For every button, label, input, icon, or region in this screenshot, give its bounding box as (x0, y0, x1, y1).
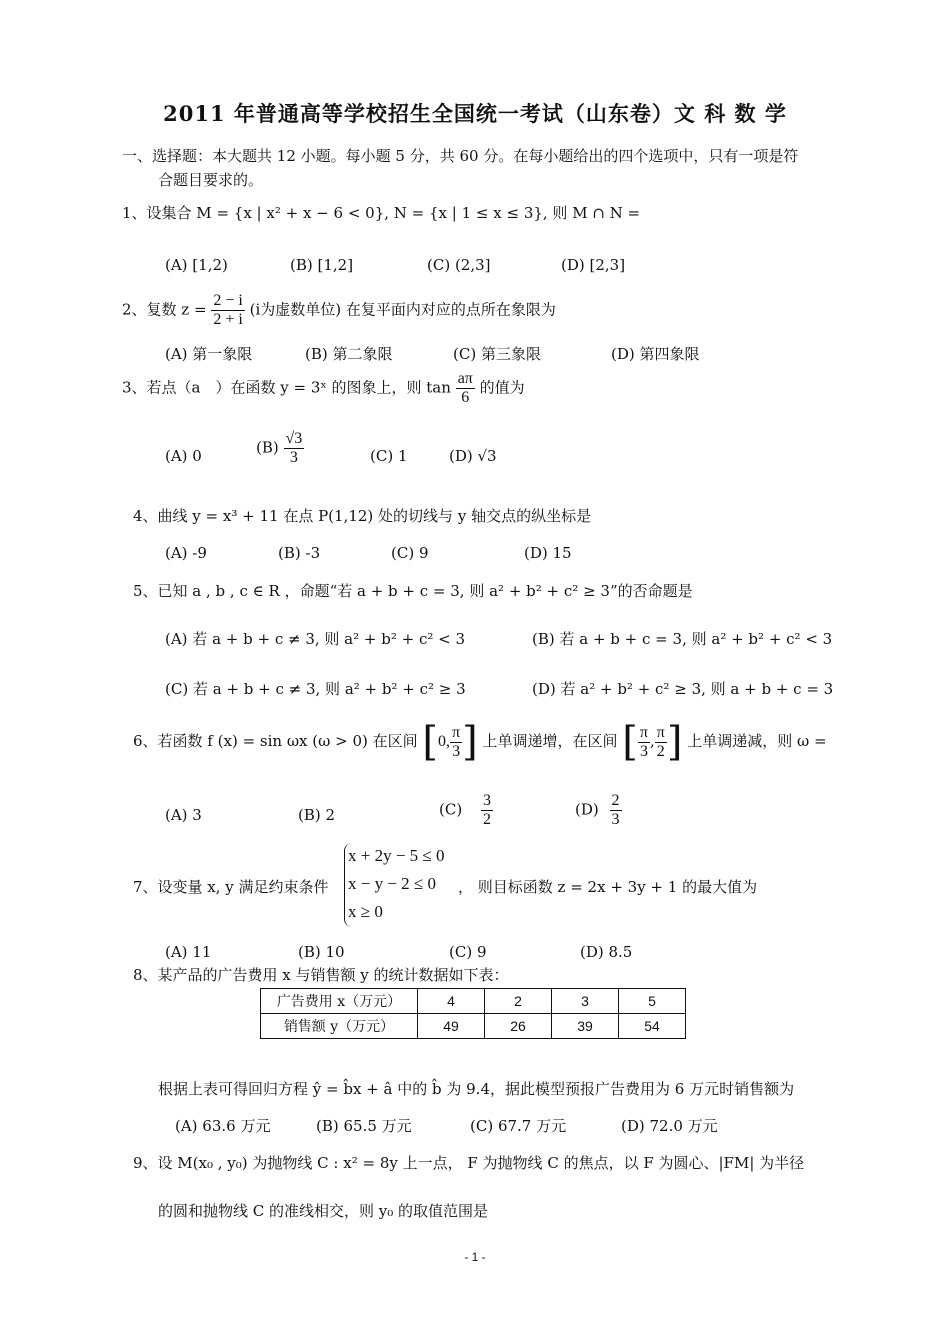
question-1-option-b: (B) [1,2] (290, 256, 354, 274)
question-4-option-d: (D) 15 (524, 544, 572, 562)
question-2-numerator: 2 − i (213, 292, 243, 309)
table-row-label: 广告费用 x（万元） (261, 989, 418, 1014)
question-2-denominator: 2 + i (213, 311, 243, 328)
question-2-fraction (211, 292, 244, 329)
constraint-2: x − y − 2 ≤ 0 (348, 874, 437, 893)
question-6-option-c-fraction (481, 792, 493, 829)
question-7-suffix: ， 则目标函数 z = 2x + 3y + 1 的最大值为 (458, 878, 758, 896)
question-3-option-b (256, 430, 304, 467)
data-table (260, 988, 686, 1039)
right-bracket-2: ] (666, 719, 683, 765)
interval-1-end-num: π (452, 723, 461, 741)
question-6-option-c-num: 3 (482, 792, 491, 809)
interval-2-end-num: π (656, 723, 665, 741)
table-cell: 54 (619, 1014, 686, 1039)
question-3-suffix: 的值为 (479, 378, 525, 397)
question-8-option-d: (D) 72.0 万元 (621, 1117, 718, 1135)
question-7-option-c: (C) 9 (449, 943, 487, 961)
question-3-numerator: aπ (457, 370, 473, 387)
question-6-part1: 6、若函数 f (x) = sin ωx (ω > 0) 在区间 (133, 732, 418, 750)
right-bracket-1: ] (462, 719, 478, 765)
question-2-option-a: (A) 第一象限 (165, 345, 253, 363)
question-3-fraction (456, 370, 475, 407)
question-6-option-d-den: 3 (611, 811, 620, 828)
question-2-stem (122, 292, 556, 329)
interval-2-end-den: 2 (655, 742, 667, 761)
question-6-option-c-den: 2 (482, 811, 491, 828)
question-1-option-a: (A) [1,2) (165, 256, 228, 274)
interval-2-end-fraction (655, 724, 667, 761)
table-cell: 2 (485, 989, 552, 1014)
question-9-line1: 9、设 M(x₀ , y₀) 为抛物线 C : x² = 8y 上一点， F 为抛物线 C 的焦点，以 F 为圆心、|FM| 为半径 (133, 1154, 805, 1172)
table-cell: 26 (485, 1014, 552, 1039)
question-8-stem: 8、某产品的广告费用 x 与销售额 y 的统计数据如下表： (133, 966, 509, 984)
question-2-option-b: (B) 第二象限 (305, 345, 393, 363)
question-3-option-b-fraction (284, 430, 305, 467)
question-8-option-a: (A) 63.6 万元 (175, 1117, 271, 1135)
question-2-suffix: (i为虚数单位) 在复平面内对应的点所在象限为 (249, 300, 556, 319)
question-3-prefix: 3、若点（a ）在函数 y = 3ˣ 的图象上，则 tan (122, 378, 451, 397)
question-2-prefix: 2、复数 z = (122, 300, 207, 319)
question-4-option-b: (B) -3 (278, 544, 321, 562)
table-cell: 3 (552, 989, 619, 1014)
question-3-option-c: (C) 1 (370, 447, 408, 465)
question-1-stem: 1、设集合 M = {x | x² + x − 6 < 0}, N = {x | 1 ≤ x ≤ 3}, 则 M ∩ N = (122, 204, 641, 222)
table-cell: 49 (418, 1014, 485, 1039)
table-cell: 4 (418, 989, 485, 1014)
question-5-option-b: (B) 若 a + b + c = 3, 则 a² + b² + c² < 3 (532, 630, 833, 648)
question-6-option-d-label: (D) (575, 800, 599, 819)
question-1-option-d: (D) [2,3] (561, 256, 626, 274)
question-6-option-c-label: (C) (439, 800, 463, 819)
question-6-option-a: (A) 3 (165, 806, 202, 824)
section-instructions-line1: 一、选择题：本大题共 12 小题。每小题 5 分，共 60 分。在每小题给出的四个选项中，只有一项是符 (122, 147, 799, 165)
question-3-option-d: (D) √3 (449, 447, 497, 465)
question-6-stem: 6、若函数 f (x) = sin ωx (ω > 0) 在区间 [0, $\frac{\pi}{3}$ ] 上单调递增，在区间 [ $\frac{\pi}{3}$ , $\frac{\pi}{2}$ ] 上单调递减，则 ω = (133, 719, 827, 765)
question-5-option-d: (D) 若 a² + b² + c² ≥ 3, 则 a + b + c = 3 (532, 680, 834, 698)
section-instructions-line2: 合题目要求的。 (158, 171, 264, 189)
question-5-stem: 5、已知 a , b , c ∈ R ，命题“若 a + b + c = 3, 则 a² + b² + c² ≥ 3”的否命题是 (133, 582, 693, 600)
question-6-option-d-num: 2 (611, 792, 620, 809)
question-3-stem (122, 370, 525, 407)
interval-1-end-fraction (450, 724, 462, 761)
question-7-option-a: (A) 11 (165, 943, 212, 961)
question-4-option-a: (A) -9 (165, 544, 207, 562)
question-8-option-b: (B) 65.5 万元 (316, 1117, 412, 1135)
interval-2-start-num: π (639, 723, 648, 741)
interval-2-start-den: 3 (638, 742, 650, 761)
question-8-text: 根据上表可得回归方程 ŷ = b̂x + â 中的 b̂ 为 9.4，据此模型预报广告费用为 6 万元时销售额为 (158, 1080, 795, 1098)
question-5-option-c: (C) 若 a + b + c ≠ 3, 则 a² + b² + c² ≥ 3 (165, 680, 466, 698)
table-cell: 5 (619, 989, 686, 1014)
question-3-option-b-num: √3 (285, 430, 303, 447)
question-6-part2: 上单调递增，在区间 (482, 732, 618, 750)
question-5-option-a: (A) 若 a + b + c ≠ 3, 则 a² + b² + c² < 3 (165, 630, 466, 648)
table-row (261, 1014, 686, 1039)
interval-1-start (438, 733, 450, 751)
left-bracket-2: [ (622, 719, 638, 765)
interval-2-start-fraction (638, 724, 650, 761)
interval-1-end-den: 3 (450, 742, 462, 761)
table-row-label: 销售额 y（万元） (261, 1014, 418, 1039)
question-2-option-d: (D) 第四象限 (611, 345, 700, 363)
question-9-line2: 的圆和抛物线 C 的准线相交，则 y₀ 的取值范围是 (158, 1202, 489, 1220)
page-title: 2011 年普通高等学校招生全国统一考试（山东卷）文 科 数 学 (163, 101, 787, 126)
interval-1-zero: 0, (438, 733, 451, 750)
question-3-denominator: 6 (456, 388, 475, 407)
page-number: - 1 - (464, 1250, 486, 1264)
question-3-option-a: (A) 0 (165, 447, 202, 465)
constraint-1: x + 2y − 5 ≤ 0 (348, 846, 445, 865)
question-6-option-d-fraction (610, 792, 622, 829)
question-4-stem: 4、曲线 y = x³ + 11 在点 P(1,12) 处的切线与 y 轴交点的纵坐标是 (133, 507, 592, 525)
question-6-option-c (439, 792, 493, 829)
table-cell: 39 (552, 1014, 619, 1039)
left-bracket-1: [ (422, 719, 439, 765)
question-6-option-d (575, 792, 622, 829)
constraint-3: x ≥ 0 (348, 902, 383, 921)
question-4-option-c: (C) 9 (391, 544, 429, 562)
question-7-option-b: (B) 10 (298, 943, 345, 961)
constraint-system (348, 842, 445, 926)
question-7-option-d: (D) 8.5 (580, 943, 633, 961)
question-3-option-b-den: 3 (284, 448, 305, 467)
question-6-part3: 上单调递减，则 ω = (687, 732, 827, 750)
question-8-option-c: (C) 67.7 万元 (470, 1117, 567, 1135)
question-2-option-c: (C) 第三象限 (453, 345, 541, 363)
table-row (261, 989, 686, 1014)
question-6-option-b: (B) 2 (298, 806, 336, 824)
question-1-option-c: (C) (2,3] (427, 256, 491, 274)
question-7-prefix: 7、设变量 x, y 满足约束条件 (133, 878, 329, 896)
question-3-option-b-label: (B) (256, 438, 279, 457)
